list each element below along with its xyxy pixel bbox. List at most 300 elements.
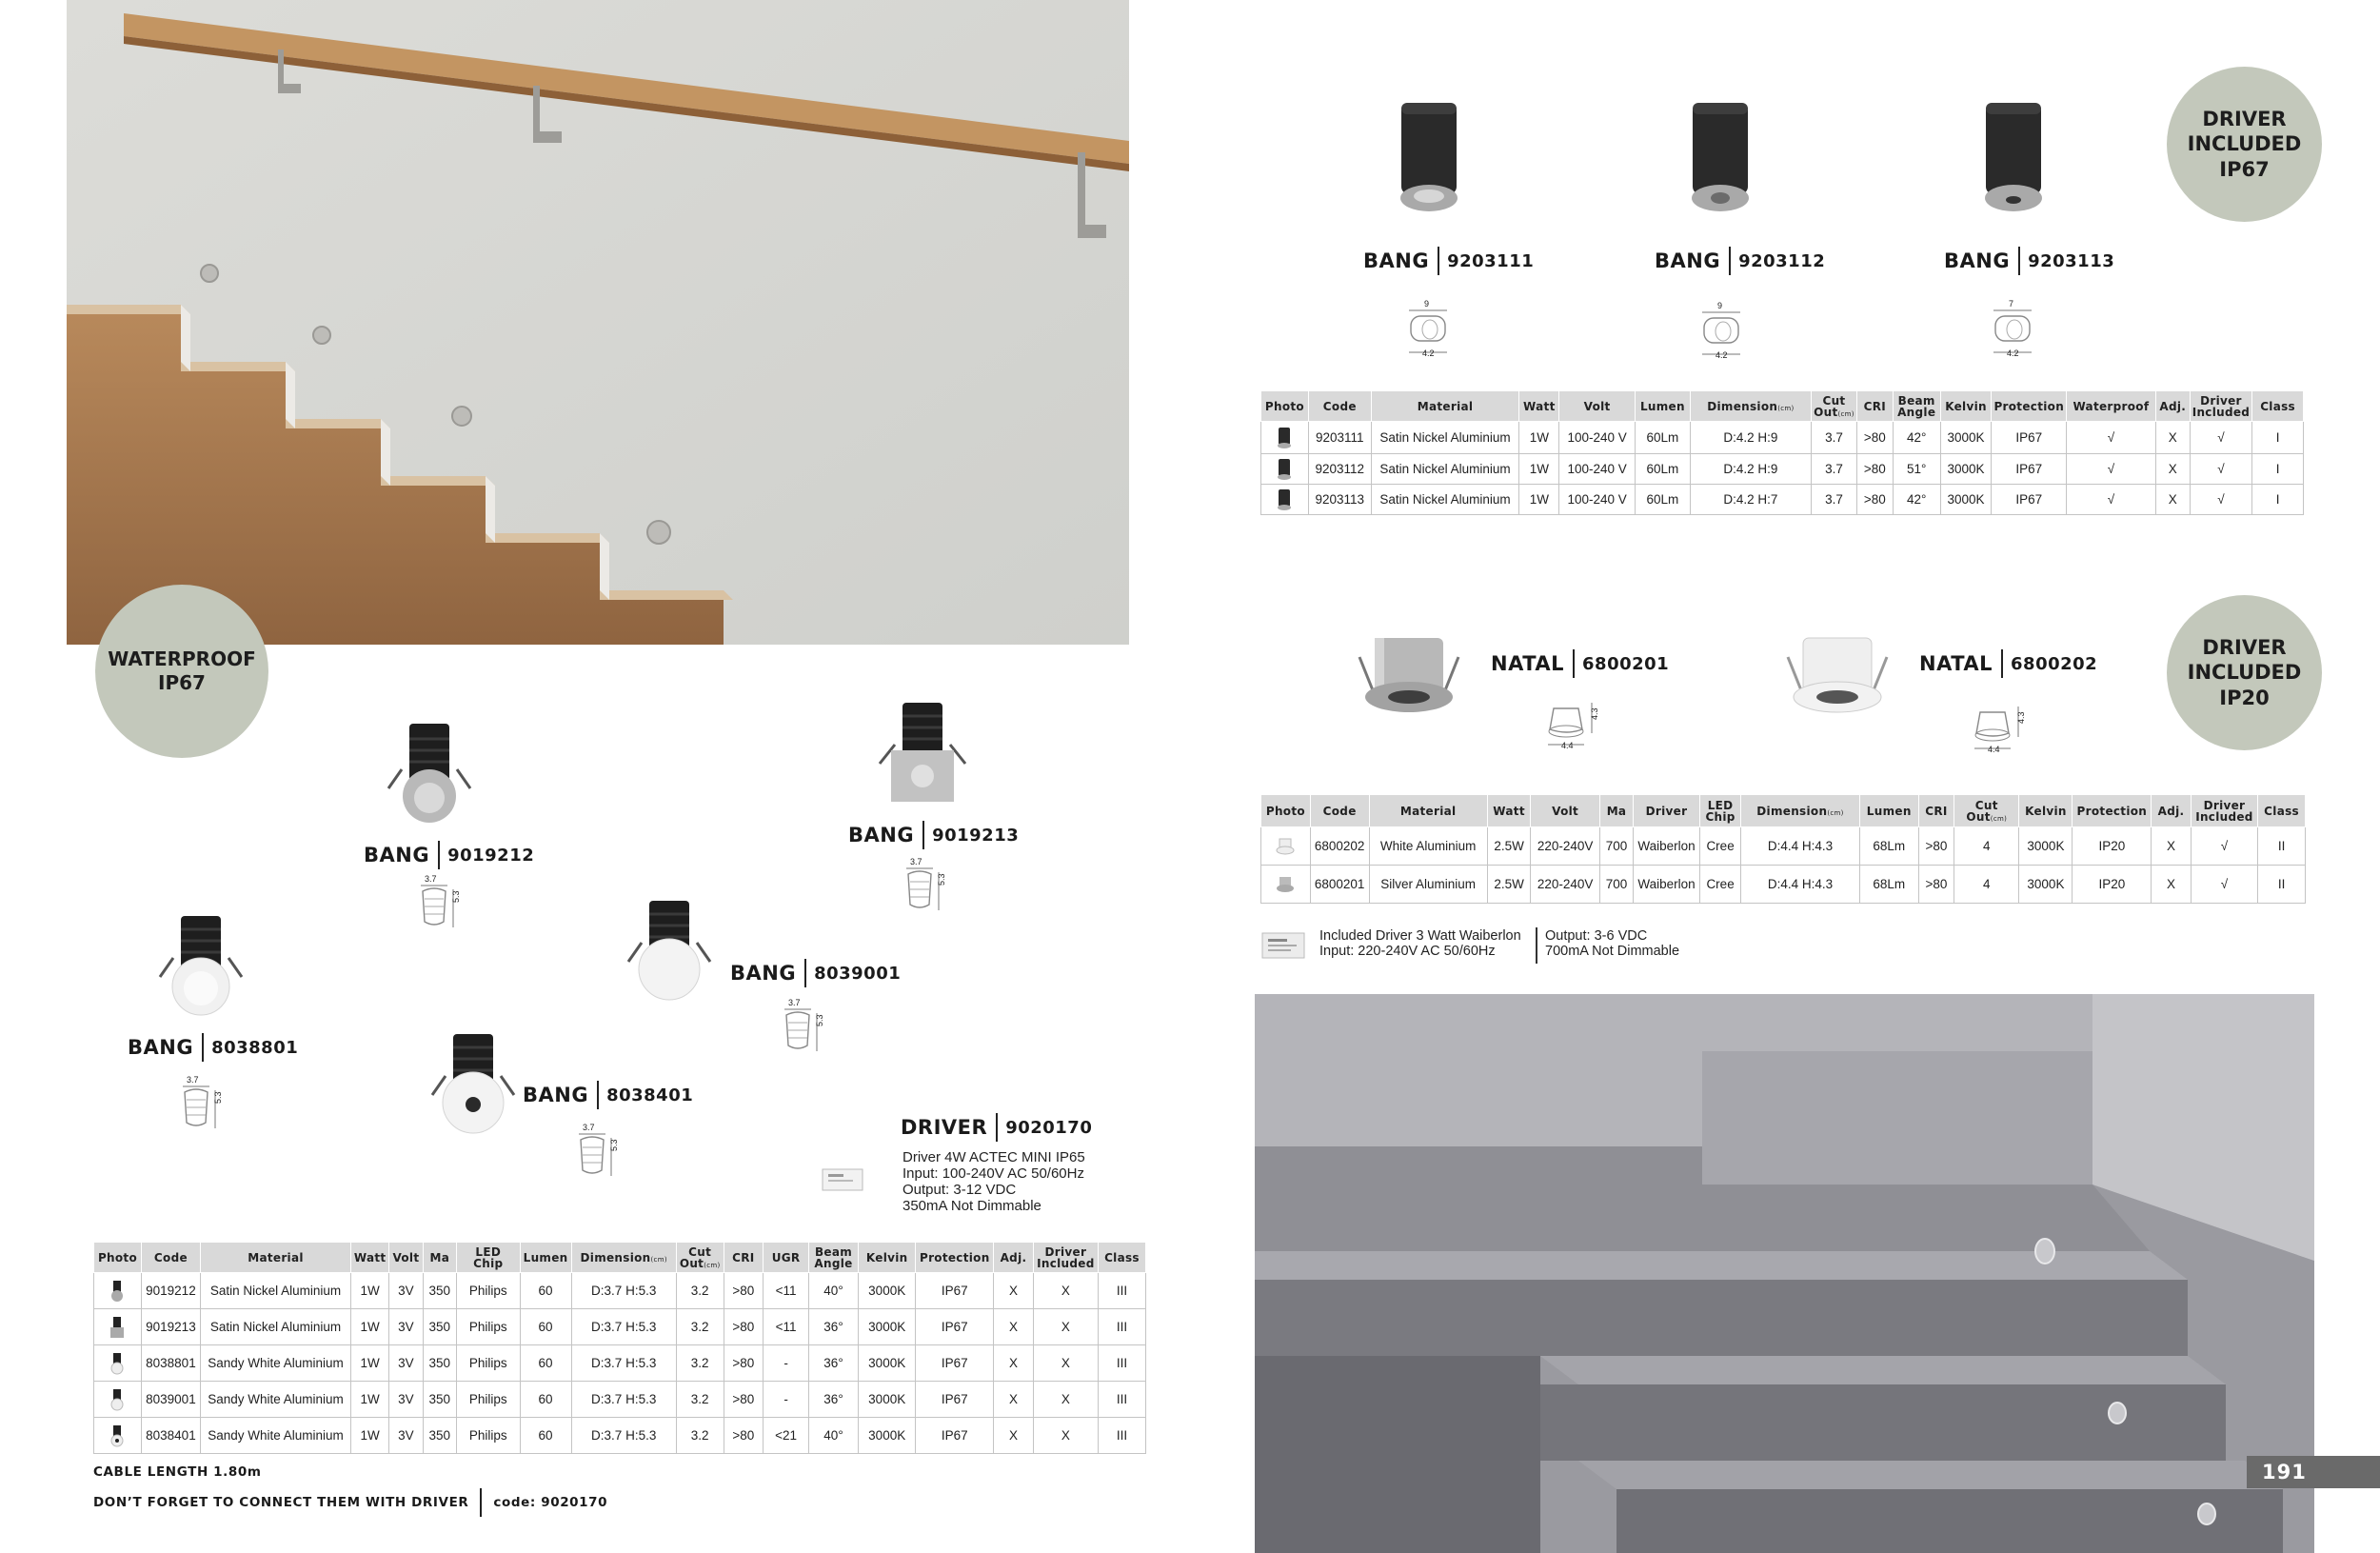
cell-driver: X	[1033, 1309, 1098, 1345]
dimension-drawing-9203111	[1396, 299, 1462, 367]
dim-width: 4.4	[1988, 745, 2000, 754]
cell-driver: X	[1033, 1345, 1098, 1382]
dim-height: 4.2	[2007, 348, 2019, 358]
product-name: BANG	[523, 1084, 589, 1106]
driver-spec-line: Input: 100-240V AC 50/60Hz	[902, 1165, 1084, 1182]
cell-lumen: 60Lm	[1636, 422, 1691, 454]
cell-ma: 350	[423, 1382, 456, 1418]
cell-waterproof: √	[2067, 454, 2156, 485]
product-code: 8038801	[211, 1037, 299, 1058]
cell-dimension: D:4.4 H:4.3	[1741, 827, 1859, 866]
dim-width: 3.7	[583, 1123, 595, 1132]
driver-name: DRIVER	[901, 1116, 988, 1139]
cell-ugr: <11	[764, 1309, 809, 1345]
cell-chip: Philips	[456, 1418, 520, 1454]
th-dimension-label: Dimension	[580, 1250, 651, 1264]
staircase-illustration	[67, 0, 1129, 645]
row-photo	[1261, 454, 1309, 485]
th-beam-angle: Beam Angle	[809, 1243, 859, 1273]
th-cut-out	[1954, 795, 2019, 827]
cell-ma: 350	[423, 1309, 456, 1345]
th-lumen: Lumen	[520, 1243, 571, 1273]
cell-chip: Philips	[456, 1273, 520, 1309]
cell-adj: X	[994, 1418, 1034, 1454]
product-thumb-icon	[107, 1352, 128, 1375]
dim-width: 3.7	[910, 857, 922, 866]
natal-6800201-image	[1352, 628, 1466, 724]
cell-protection: IP67	[1992, 454, 2067, 485]
dim-height: 5.3	[451, 890, 461, 903]
th-cut-out	[1811, 391, 1856, 422]
th-cut-out-label: Cut Out	[1814, 393, 1846, 419]
cell-code: 9203112	[1308, 454, 1371, 485]
th-watt: Watt	[1487, 795, 1531, 827]
cell-cutout: 4	[1954, 866, 2019, 904]
label-separator	[1729, 247, 1731, 275]
th-driver-included: Driver Included	[2190, 391, 2252, 422]
cell-protection: IP20	[2073, 866, 2152, 904]
dimension-drawing-8038401	[567, 1123, 634, 1190]
cell-chip: Philips	[456, 1309, 520, 1345]
label-separator	[804, 959, 806, 987]
cell-protection: IP20	[2073, 827, 2152, 866]
product-code: 9203111	[1447, 250, 1535, 271]
badge-line-1: WATERPROOF	[108, 647, 256, 670]
cell-protection: IP67	[916, 1273, 994, 1309]
th-unit: (cm)	[650, 1255, 667, 1264]
cell-kelvin: 3000K	[1940, 485, 1992, 515]
row-photo	[1261, 866, 1311, 904]
product-name: NATAL	[1919, 652, 1993, 675]
th-material: Material	[200, 1243, 350, 1273]
cell-code: 8038401	[141, 1418, 200, 1454]
cell-driver: Waiberlon	[1634, 866, 1700, 904]
dimension-drawing-9203112	[1689, 301, 1755, 368]
cell-dimension: D:3.7 H:5.3	[571, 1418, 676, 1454]
cell-kelvin: 3000K	[859, 1418, 916, 1454]
product-label-9203111	[1363, 247, 1534, 275]
cell-watt: 1W	[351, 1382, 389, 1418]
badge-line-2: INCLUDED	[2187, 661, 2302, 685]
cell-volt: 220-240V	[1531, 827, 1600, 866]
th-cut-out-label: Cut Out	[1966, 798, 1998, 824]
cell-class: III	[1098, 1273, 1145, 1309]
bang-spec-table	[1260, 390, 2304, 515]
cell-dimension: D:4.2 H:7	[1690, 485, 1811, 515]
th-class: Class	[2258, 795, 2306, 827]
cell-lumen: 68Lm	[1859, 866, 1918, 904]
product-name: BANG	[848, 824, 915, 846]
cell-volt: 220-240V	[1531, 866, 1600, 904]
cell-kelvin: 3000K	[859, 1345, 916, 1382]
cell-volt: 100-240 V	[1559, 454, 1636, 485]
cell-included: √	[2191, 866, 2257, 904]
th-kelvin: Kelvin	[1940, 391, 1992, 422]
table-header-row	[94, 1243, 1146, 1273]
cell-code: 8038801	[141, 1345, 200, 1382]
cell-watt: 1W	[351, 1418, 389, 1454]
cell-lumen: 60	[520, 1418, 571, 1454]
cell-volt: 3V	[389, 1309, 423, 1345]
th-led-chip: LED Chip	[1699, 795, 1741, 827]
cell-code: 9203113	[1308, 485, 1371, 515]
cell-chip: Cree	[1699, 866, 1741, 904]
dim-height: 5.3	[937, 873, 946, 886]
cell-driver: √	[2190, 485, 2252, 515]
th-class: Class	[1098, 1243, 1145, 1273]
table-header-row	[1261, 795, 2306, 827]
driver-reminder-note	[93, 1488, 607, 1517]
cell-dimension: D:3.7 H:5.3	[571, 1309, 676, 1345]
th-watt: Watt	[351, 1243, 389, 1273]
cell-volt: 3V	[389, 1418, 423, 1454]
cell-lumen: 60Lm	[1636, 485, 1691, 515]
product-thumb-icon	[107, 1280, 128, 1303]
cell-volt: 100-240 V	[1559, 422, 1636, 454]
cell-cutout: 3.2	[676, 1273, 724, 1309]
driver-included-ip67-badge	[2167, 67, 2322, 222]
product-name: NATAL	[1491, 652, 1565, 675]
badge-line-3: IP67	[2219, 157, 2270, 181]
page-number: 191	[2247, 1456, 2380, 1488]
cell-chip: Philips	[456, 1345, 520, 1382]
th-adj: Adj.	[994, 1243, 1034, 1273]
driver-included-ip20-badge	[2167, 595, 2322, 750]
table-row	[94, 1309, 1146, 1345]
cell-cri: >80	[724, 1309, 764, 1345]
cell-lumen: 60	[520, 1382, 571, 1418]
dim-height: 5.3	[815, 1014, 824, 1026]
label-separator	[2001, 649, 2003, 678]
product-name: BANG	[128, 1036, 194, 1059]
cell-volt: 3V	[389, 1345, 423, 1382]
cell-code: 8039001	[141, 1382, 200, 1418]
product-code: 9019212	[447, 845, 535, 866]
driver-label	[901, 1113, 1092, 1142]
product-label-6800201	[1491, 649, 1669, 678]
dim-height: 5.3	[609, 1139, 619, 1151]
cell-protection: IP67	[1992, 422, 2067, 454]
cell-ma: 700	[1599, 866, 1633, 904]
th-ugr: UGR	[764, 1243, 809, 1273]
cell-cutout: 3.2	[676, 1345, 724, 1382]
cell-protection: IP67	[1992, 485, 2067, 515]
th-photo: Photo	[1261, 391, 1309, 422]
th-lumen: Lumen	[1636, 391, 1691, 422]
th-driver-included: Driver Included	[2191, 795, 2257, 827]
th-kelvin: Kelvin	[859, 1243, 916, 1273]
th-unit: (cm)	[1990, 814, 2008, 823]
staircase-photo-top	[67, 0, 1129, 645]
th-watt: Watt	[1519, 391, 1559, 422]
product-thumb-icon	[107, 1388, 128, 1411]
dimension-drawing-8039001	[773, 998, 840, 1065]
dim-width: 9	[1717, 301, 1723, 310]
th-adj: Adj.	[2152, 795, 2191, 827]
th-volt: Volt	[1559, 391, 1636, 422]
product-name: BANG	[1944, 249, 2011, 272]
bang-9019212-image	[381, 722, 476, 826]
cell-class: II	[2258, 866, 2306, 904]
bang-8038801-image	[152, 914, 248, 1019]
cell-lumen: 60Lm	[1636, 454, 1691, 485]
cell-material: Satin Nickel Aluminium	[1371, 422, 1519, 454]
table-row	[1261, 827, 2306, 866]
th-dimension-label: Dimension	[1707, 399, 1778, 413]
badge-line-1: DRIVER	[2202, 636, 2287, 660]
th-cri: CRI	[724, 1243, 764, 1273]
cell-code: 9019212	[141, 1273, 200, 1309]
cell-class: I	[2252, 485, 2304, 515]
cell-watt: 2.5W	[1487, 827, 1531, 866]
cell-material: Satin Nickel Aluminium	[200, 1273, 350, 1309]
cell-cutout: 4	[1954, 827, 2019, 866]
th-ma: Ma	[423, 1243, 456, 1273]
dim-width: 3.7	[788, 998, 801, 1007]
staircase-photo-bottom	[1255, 994, 2314, 1553]
cell-adj: X	[994, 1273, 1034, 1309]
th-class: Class	[2252, 391, 2304, 422]
product-label-9203113	[1944, 247, 2114, 275]
cell-code: 6800201	[1310, 866, 1369, 904]
th-driver: Driver	[1634, 795, 1700, 827]
cell-dimension: D:4.4 H:4.3	[1741, 866, 1859, 904]
cell-beam: 36°	[809, 1345, 859, 1382]
cell-class: III	[1098, 1345, 1145, 1382]
bang-9019213-image	[870, 701, 975, 806]
th-cri: CRI	[1856, 391, 1893, 422]
row-photo	[94, 1345, 142, 1382]
table-row	[1261, 485, 2304, 515]
cell-class: I	[2252, 422, 2304, 454]
th-protection: Protection	[1992, 391, 2067, 422]
included-driver-line: Output: 3-6 VDC	[1545, 928, 1648, 944]
th-cut-out-label: Cut Out	[679, 1244, 712, 1270]
product-label-9019213	[848, 821, 1019, 849]
th-dimension	[1741, 795, 1859, 827]
cell-cri: >80	[724, 1345, 764, 1382]
product-label-9203112	[1655, 247, 1825, 275]
th-waterproof: Waterproof	[2067, 391, 2156, 422]
dim-height: 4.3	[1590, 707, 1599, 720]
th-unit: (cm)	[1827, 808, 1844, 817]
cell-material: Silver Aluminium	[1369, 866, 1487, 904]
th-unit: (cm)	[1837, 409, 1854, 418]
product-thumb-icon	[1277, 488, 1292, 511]
th-dimension	[571, 1243, 676, 1273]
cell-code: 6800202	[1310, 827, 1369, 866]
cell-cutout: 3.7	[1811, 485, 1856, 515]
cell-material: Satin Nickel Aluminium	[1371, 485, 1519, 515]
cell-protection: IP67	[916, 1382, 994, 1418]
product-label-9019212	[364, 841, 534, 869]
cell-lumen: 60	[520, 1345, 571, 1382]
cell-watt: 1W	[351, 1309, 389, 1345]
cell-cri: >80	[1918, 866, 1954, 904]
product-label-6800202	[1919, 649, 2097, 678]
row-photo	[94, 1309, 142, 1345]
table-row	[94, 1418, 1146, 1454]
included-driver-line: Included Driver 3 Watt Waiberlon	[1319, 928, 1521, 944]
product-thumb-icon	[1277, 458, 1292, 481]
cell-lumen: 60	[520, 1273, 571, 1309]
cable-length-note: CABLE LENGTH 1.80m	[93, 1464, 262, 1480]
th-cut-out	[676, 1243, 724, 1273]
driver-image	[819, 1164, 866, 1196]
dim-width: 4.4	[1561, 741, 1574, 750]
included-driver-text	[1319, 928, 1521, 960]
product-code: 8039001	[814, 963, 902, 984]
th-material: Material	[1371, 391, 1519, 422]
cell-watt: 1W	[351, 1273, 389, 1309]
label-separator	[1438, 247, 1439, 275]
table-row	[94, 1345, 1146, 1382]
product-label-8038801	[128, 1033, 298, 1062]
cell-kelvin: 3000K	[1940, 422, 1992, 454]
cell-cutout: 3.2	[676, 1382, 724, 1418]
included-driver-image	[1260, 929, 1306, 962]
cell-kelvin: 3000K	[859, 1273, 916, 1309]
cell-kelvin: 3000K	[859, 1309, 916, 1345]
product-label-8038401	[523, 1081, 693, 1109]
th-cri: CRI	[1918, 795, 1954, 827]
th-lumen: Lumen	[1859, 795, 1918, 827]
table-header-row	[1261, 391, 2304, 422]
cell-watt: 1W	[1519, 485, 1559, 515]
cell-beam: 36°	[809, 1309, 859, 1345]
cell-driver: X	[1033, 1382, 1098, 1418]
cell-chip: Cree	[1699, 827, 1741, 866]
product-code: 9203112	[1738, 250, 1826, 271]
row-photo	[1261, 485, 1309, 515]
th-protection: Protection	[916, 1243, 994, 1273]
th-unit: (cm)	[704, 1261, 721, 1269]
cell-material: Satin Nickel Aluminium	[200, 1309, 350, 1345]
natal-spec-table	[1260, 794, 2306, 904]
cell-ma: 700	[1599, 827, 1633, 866]
cell-driver: √	[2190, 454, 2252, 485]
cell-beam: 40°	[809, 1273, 859, 1309]
cell-adj: X	[2155, 454, 2190, 485]
cell-kelvin: 3000K	[2019, 827, 2073, 866]
badge-line-1: DRIVER	[2202, 108, 2287, 131]
cell-cutout: 3.2	[676, 1309, 724, 1345]
product-code: 9203113	[2028, 250, 2115, 271]
cell-material: Sandy White Aluminium	[200, 1382, 350, 1418]
cell-lumen: 60	[520, 1309, 571, 1345]
dimension-drawing-9019213	[895, 857, 962, 925]
cell-kelvin: 3000K	[859, 1382, 916, 1418]
dimension-drawing-9203113	[1980, 299, 2047, 367]
dimension-drawing-9019212	[409, 874, 476, 942]
driver-code-text: code: 9020170	[493, 1495, 608, 1510]
driver-code: 9020170	[1005, 1117, 1093, 1138]
dimension-drawing-6800202	[1967, 699, 2033, 763]
product-code: 6800201	[1582, 653, 1670, 674]
cell-ma: 350	[423, 1418, 456, 1454]
cell-driver: X	[1033, 1273, 1098, 1309]
waterproof-badge	[95, 585, 268, 758]
cell-waterproof: √	[2067, 422, 2156, 454]
driver-spec-line: 350mA Not Dimmable	[902, 1197, 1041, 1214]
dim-height: 4.2	[1716, 350, 1728, 360]
cell-code: 9019213	[141, 1309, 200, 1345]
included-driver-line: Input: 220-240V AC 50/60Hz	[1319, 944, 1496, 960]
product-code: 6800202	[2011, 653, 2098, 674]
th-volt: Volt	[389, 1243, 423, 1273]
table-row	[94, 1273, 1146, 1309]
th-code: Code	[141, 1243, 200, 1273]
cell-watt: 2.5W	[1487, 866, 1531, 904]
th-ma: Ma	[1599, 795, 1633, 827]
cell-cri: >80	[724, 1382, 764, 1418]
table-row	[94, 1382, 1146, 1418]
cell-beam: 36°	[809, 1382, 859, 1418]
cell-cri: >80	[724, 1418, 764, 1454]
row-photo	[1261, 827, 1311, 866]
bang-8038401-image	[425, 1032, 520, 1137]
table-row	[1261, 454, 2304, 485]
product-thumb-icon	[1275, 837, 1296, 856]
th-protection: Protection	[2073, 795, 2152, 827]
cell-ugr: <11	[764, 1273, 809, 1309]
table-row	[1261, 422, 2304, 454]
badge-line-3: IP20	[2219, 686, 2270, 709]
label-separator	[2018, 247, 2020, 275]
product-thumb-icon	[107, 1424, 128, 1447]
cell-material: White Aluminium	[1369, 827, 1487, 866]
th-driver-included: Driver Included	[1033, 1243, 1098, 1273]
bang-8039001-image	[621, 899, 716, 1004]
cell-ugr: -	[764, 1382, 809, 1418]
cell-code: 9203111	[1308, 422, 1371, 454]
label-separator	[597, 1081, 599, 1109]
th-code: Code	[1310, 795, 1369, 827]
cell-dimension: D:3.7 H:5.3	[571, 1382, 676, 1418]
product-name: BANG	[364, 844, 430, 866]
driver-note-separator	[1536, 927, 1537, 964]
cell-class: III	[1098, 1382, 1145, 1418]
cell-adj: X	[2155, 422, 2190, 454]
cell-ma: 350	[423, 1345, 456, 1382]
product-name: BANG	[730, 962, 797, 985]
th-photo: Photo	[1261, 795, 1311, 827]
driver-specs	[902, 1150, 1085, 1215]
cell-protection: IP67	[916, 1345, 994, 1382]
row-photo	[94, 1273, 142, 1309]
product-name: BANG	[1363, 249, 1430, 272]
th-dimension-label: Dimension	[1756, 804, 1828, 818]
label-separator	[1573, 649, 1575, 678]
cell-cutout: 3.7	[1811, 454, 1856, 485]
cell-volt: 3V	[389, 1273, 423, 1309]
connect-driver-text: DON’T FORGET TO CONNECT THEM WITH DRIVER	[93, 1495, 469, 1510]
cell-dimension: D:3.7 H:5.3	[571, 1273, 676, 1309]
cell-material: Sandy White Aluminium	[200, 1345, 350, 1382]
cell-dimension: D:4.2 H:9	[1690, 454, 1811, 485]
cell-ugr: -	[764, 1345, 809, 1382]
product-name: BANG	[1655, 249, 1721, 272]
driver-spec-line: Driver 4W ACTEC MINI IP65	[902, 1149, 1085, 1165]
cell-cri: >80	[1856, 454, 1893, 485]
driver-spec-line: Output: 3-12 VDC	[902, 1181, 1017, 1198]
cell-adj: X	[994, 1382, 1034, 1418]
label-separator	[202, 1033, 204, 1062]
cell-adj: X	[994, 1309, 1034, 1345]
cell-class: II	[2258, 827, 2306, 866]
bang-9203113-image	[1980, 99, 2047, 217]
badge-line-2: IP67	[158, 671, 206, 694]
